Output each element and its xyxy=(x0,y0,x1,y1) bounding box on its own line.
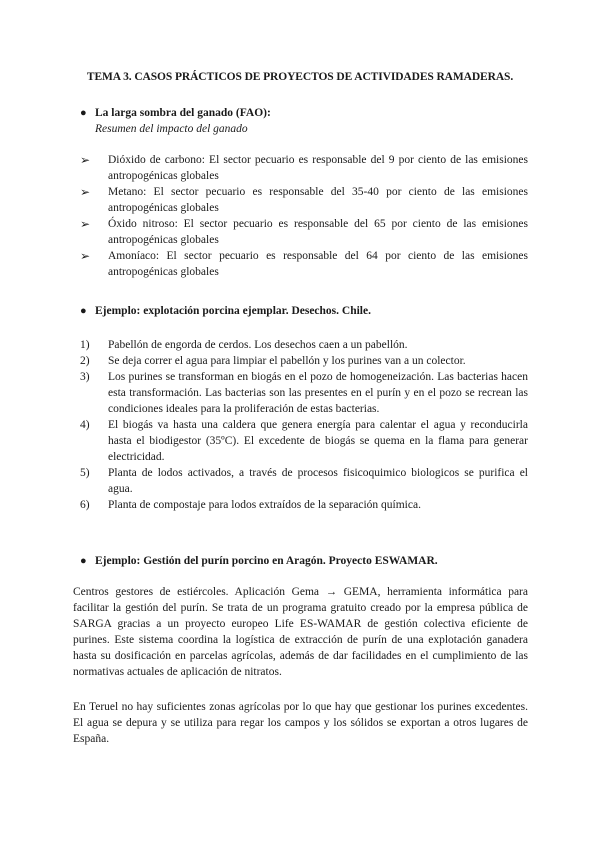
arrow-bullet-icon: ➢ xyxy=(80,185,91,199)
list-item xyxy=(80,497,528,513)
list-item-text: Dióxido de carbono: El sector pecuario es responsable del 9 por ciento de las emisiones antropogénicas globales xyxy=(108,154,528,182)
list-item xyxy=(80,184,528,216)
list-item-text: Planta de compostaje para lodos extraídos de la separación química. xyxy=(108,499,421,511)
page-title: TEMA 3. CASOS PRÁCTICOS DE PROYECTOS DE ACTIVIDADES RAMADERAS. xyxy=(86,71,514,83)
list-item xyxy=(80,369,528,417)
bullet-icon: ● xyxy=(80,555,87,567)
list-item xyxy=(80,216,528,248)
step-number: 6) xyxy=(80,499,90,511)
arrow-bullet-icon: ➢ xyxy=(80,153,91,167)
step-number: 4) xyxy=(80,419,90,431)
paragraph-gema: Centros gestores de estiércoles. Aplicación Gema → GEMA, herramienta informática para facilitar la gestión del purín. Se trata de un programa gratuito creado por la empresa pública de SARGA gracias a un proyecto europeo Life ES-WAMAR de gestión colectiva eficiente de purines. Este sistema coordina la logística de extracción de purín de una explotación ganadera hasta su dosificación en parcelas agrícolas, además de dar facilidades en el cumplimiento de las normativas actuales de aplicación de nitratos. xyxy=(73,586,528,678)
list-item-text: Pabellón de engorda de cerdos. Los desechos caen a un pabellón. xyxy=(108,339,408,351)
process-steps-list xyxy=(80,337,528,513)
list-item-text: Se deja correr el agua para limpiar el pabellón y los purines van a un colector. xyxy=(108,355,466,367)
list-item xyxy=(80,337,528,353)
section-heading-chile xyxy=(80,303,535,319)
step-number: 2) xyxy=(80,355,90,367)
bullet-icon: ● xyxy=(80,107,87,119)
step-number: 5) xyxy=(80,467,90,479)
list-item-text: Metano: El sector pecuario es responsable del 35-40 por ciento de las emisiones antropogénicas globales xyxy=(108,186,528,214)
bullet-icon: ● xyxy=(80,305,87,317)
list-item xyxy=(80,353,528,369)
section-heading-fao xyxy=(80,105,535,137)
step-number: 1) xyxy=(80,339,90,351)
emissions-list xyxy=(80,152,528,280)
arrow-bullet-icon: ➢ xyxy=(80,249,91,263)
list-item xyxy=(80,465,528,497)
section-subheading: Resumen del impacto del ganado xyxy=(95,123,248,135)
section-heading-text: Ejemplo: explotación porcina ejemplar. Desechos. Chile. xyxy=(95,305,371,317)
list-item xyxy=(80,152,528,184)
paragraph-teruel: En Teruel no hay suficientes zonas agrícolas por lo que hay que gestionar los purines excedentes. El agua se depura y se utiliza para regar los campos y los sólidos se exportan a otros lugares de España. xyxy=(73,701,528,745)
list-item-text: El biogás va hasta una caldera que genera energía para calentar el agua y reconducirla hasta el biodigestor (35ºC). El excedente de biogás se quema en la flama para generar electricidad. xyxy=(108,419,528,463)
list-item xyxy=(80,417,528,465)
arrow-bullet-icon: ➢ xyxy=(80,217,91,231)
list-item-text: Planta de lodos activados, a través de procesos fisicoquimico biologicos se purifica el agua. xyxy=(108,467,528,495)
list-item-text: Óxido nitroso: El sector pecuario es responsable del 65 por ciento de las emisiones antropogénicas globales xyxy=(108,218,528,246)
section-heading-aragon xyxy=(80,553,535,569)
list-item-text: Amoníaco: El sector pecuario es responsable del 64 por ciento de las emisiones antropogénicas globales xyxy=(108,250,528,278)
list-item xyxy=(80,248,528,280)
section-heading-text: Ejemplo: Gestión del purín porcino en Aragón. Proyecto ESWAMAR. xyxy=(95,555,438,567)
step-number: 3) xyxy=(80,371,90,383)
list-item-text: Los purines se transforman en biogás en el pozo de homogeneización. Las bacterias hacen esta transformación. Las bacterias son las presentes en el purín y en el pozo se recrean las condiciones ideales para la proliferación de estas bacterias. xyxy=(108,371,528,415)
section-heading-text: La larga sombra del ganado (FAO): xyxy=(95,107,271,119)
